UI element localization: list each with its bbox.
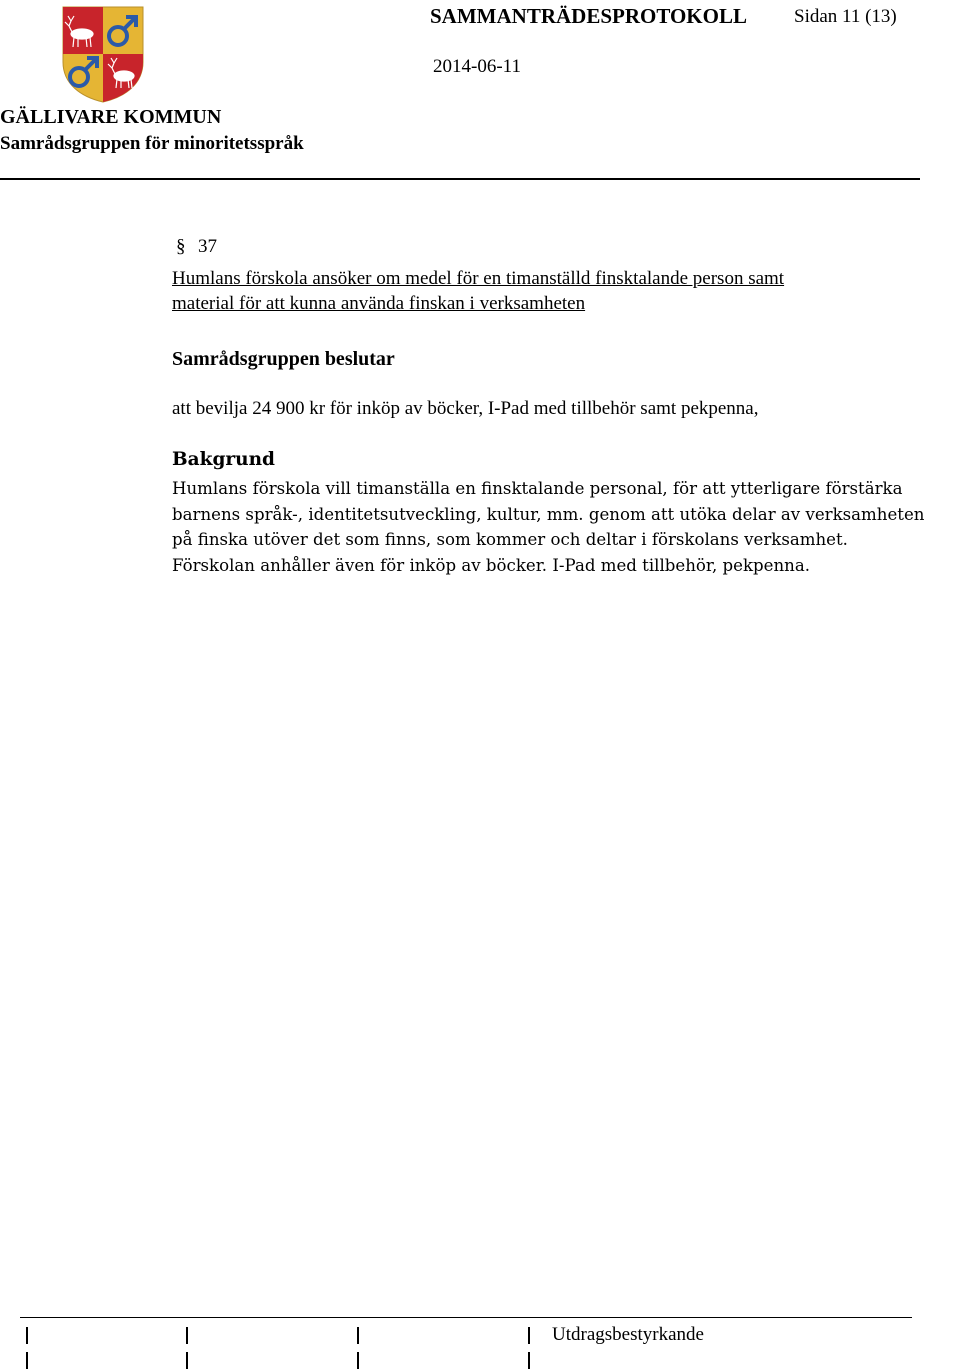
department-name: Samrådsgruppen för minoritetsspråk — [0, 133, 304, 154]
signature-box-divider — [357, 1327, 359, 1344]
organisation-name: GÄLLIVARE KOMMUN — [0, 106, 222, 128]
document-title: SAMMANTRÄDESPROTOKOLL — [430, 4, 747, 28]
signature-box-divider — [26, 1352, 28, 1369]
background-line: Förskolan anhåller även för inköp av böcker. I-Pad med tillbehör, pekpenna. — [172, 556, 811, 576]
municipal-coat-of-arms — [60, 4, 146, 104]
extract-certification-label: Utdragsbestyrkande — [552, 1324, 704, 1345]
signature-box-divider — [528, 1352, 530, 1369]
decision-heading: Samrådsgruppen beslutar — [172, 348, 395, 370]
decision-text: att bevilja 24 900 kr för inköp av böcker, I-Pad med tillbehör samt pekpenna, — [172, 398, 759, 419]
paragraph-sign: § — [176, 236, 186, 257]
background-line: Humlans förskola vill timanställa en finsktalande personal, för att ytterligare förstärka — [172, 479, 903, 498]
section-title-line: material för att kunna använda finskan i verksamheten — [172, 293, 586, 314]
background-heading: Bakgrund — [172, 449, 275, 470]
signature-box-divider — [26, 1327, 28, 1344]
signature-box-divider — [186, 1352, 188, 1369]
section-number-value: 37 — [198, 236, 217, 257]
footer-divider — [20, 1317, 912, 1318]
section-title-line: Humlans förskola ansöker om medel för en timanställd finsktalande person samt — [172, 268, 785, 289]
signature-box-divider — [357, 1352, 359, 1369]
page-number: Sidan 11 (13) — [794, 6, 897, 27]
background-text — [172, 476, 960, 579]
header-divider — [0, 178, 920, 180]
background-line: barnens språk-, identitetsutveckling, kultur, mm. genom att utöka delar av verksamheten — [172, 504, 925, 524]
section-title — [172, 266, 932, 316]
signature-box-divider — [528, 1327, 530, 1344]
signature-box-divider — [186, 1327, 188, 1344]
section-number — [176, 236, 217, 258]
meeting-date: 2014-06-11 — [433, 56, 521, 77]
background-line: på finska utöver det som finns, som kommer och deltar i förskolans verksamhet. — [172, 530, 848, 550]
